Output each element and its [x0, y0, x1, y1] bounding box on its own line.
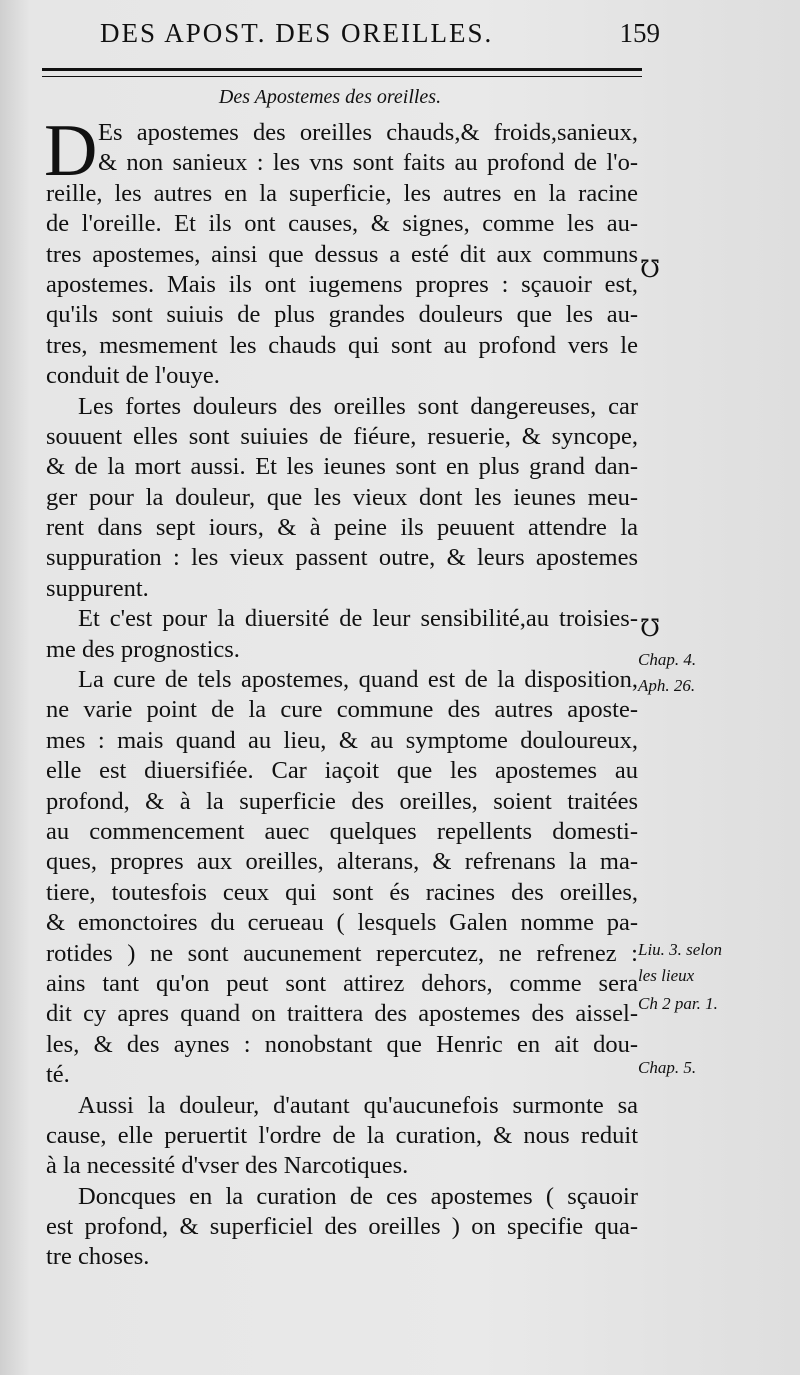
marginal-symbol-icon: ℧ [640, 255, 660, 283]
text-line: ne varie point de la cure commune des autres aposte- [46, 696, 638, 724]
text-line: suppurent. [46, 574, 149, 602]
text-line: de l'oreille. Et ils ont causes, & signes, comme les au- [46, 210, 638, 238]
text-line: tiere, toutesfois ceux qui sont és racines des oreilles, [46, 878, 638, 906]
text-line: rotides ) ne sont aucunement repercutez, ne refrenez : [46, 939, 638, 967]
marginal-symbol-icon: ℧ [640, 614, 660, 642]
text-line: conduit de l'ouye. [46, 362, 220, 390]
text-line: les, & des aynes : nonobstant que Henric en ait dou- [46, 1030, 638, 1058]
text-line: me des prognostics. [46, 635, 240, 663]
margin-note-aphorism: Aph. 26. [638, 676, 696, 695]
text-line: souuent elles sont suiuies de fiéure, resuerie, & syncope, [46, 422, 638, 450]
running-head [100, 18, 660, 58]
header-rule-thin [42, 76, 642, 77]
margin-note-chapter: Chap. 5. [638, 1058, 697, 1077]
body-text [44, 110, 638, 1273]
text-line: au commencement auec quelques repellents domesti- [46, 817, 638, 845]
text-line: apostemes. Mais ils ont iugemens propres : sçauoir est, [46, 270, 638, 298]
header-rule [42, 68, 642, 71]
text-line: est profond, & superficiel des oreilles ) on specifie qua- [46, 1213, 638, 1241]
text-line: ger pour la douleur, que les vieux dont les ieunes meu- [46, 483, 638, 511]
text-line: Doncques en la curation de ces apostemes ( sçauoir [78, 1182, 638, 1210]
text-line: profond, & à la superficie des oreilles, soient traitées [46, 787, 638, 815]
text-line: tre choses. [46, 1243, 150, 1271]
text-line: à la necessité d'vser des Narcotiques. [46, 1152, 409, 1180]
text-line: Aussi la douleur, d'autant qu'aucunefois surmonte sa [78, 1091, 638, 1119]
text-line: elle est diuersifiée. Car iaçoit que les apostemes au [46, 757, 638, 785]
text-line: ains tant qu'on peut sont attirez dehors, comme sera [46, 969, 638, 997]
text-line: & emonctoires du cerueau ( lesquels Galen nomme pa- [46, 909, 638, 937]
text-line: tres, mesmement les chauds qui sont au profond vers le [46, 331, 638, 359]
text-line: Les fortes douleurs des oreilles sont dangereuses, car [78, 392, 638, 420]
text-line: & de la mort aussi. Et les ieunes sont en plus grand dan- [46, 453, 638, 481]
text-line: té. [46, 1061, 70, 1089]
running-head-title: DES APOST. DES OREILLES. [100, 18, 494, 48]
text-line: tres apostemes, ainsi que dessus a esté dit aux communs [46, 240, 638, 268]
margin-note-chapter: Chap. 4. [638, 650, 697, 669]
chapter-title: Des Apostemes des oreilles. [218, 86, 442, 108]
page-number: 159 [619, 18, 660, 48]
margin-note-places: les lieux [638, 966, 695, 985]
text-line: rent dans sept iours, & à peine ils peuuent attendre la [46, 514, 638, 542]
text-line: ques, propres aux oreilles, alterans, & refrenans la ma- [46, 848, 638, 876]
margin-note-chapter-part: Ch 2 par. 1. [638, 994, 718, 1013]
text-line: & non sanieux : les vns sont faits au profond de l'o- [98, 149, 638, 177]
margin-note-book: Liu. 3. selon [638, 940, 723, 959]
text-line: reille, les autres en la superficie, les autres en la racine [46, 179, 638, 207]
text-line: suppuration : les vieux passent outre, & leurs apostemes [46, 544, 638, 572]
text-line: La cure de tels apostemes, quand est de la disposition, [78, 666, 638, 694]
drop-cap: D [44, 110, 98, 192]
text-line: dit cy apres quand on traittera des apostemes des aissel- [46, 1000, 638, 1028]
text-line: Es apostemes des oreilles chauds,& froids,sanieux, [98, 119, 638, 146]
text-line: cause, elle peruertit l'ordre de la curation, & nous reduit [46, 1121, 638, 1149]
text-line: mes : mais quand au lieu, & au symptome douloureux, [46, 726, 638, 754]
text-line: qu'ils sont suiuis de plus grandes douleurs que les au- [46, 301, 638, 329]
text-line: Et c'est pour la diuersité de leur sensibilité,au troisies- [78, 605, 638, 633]
